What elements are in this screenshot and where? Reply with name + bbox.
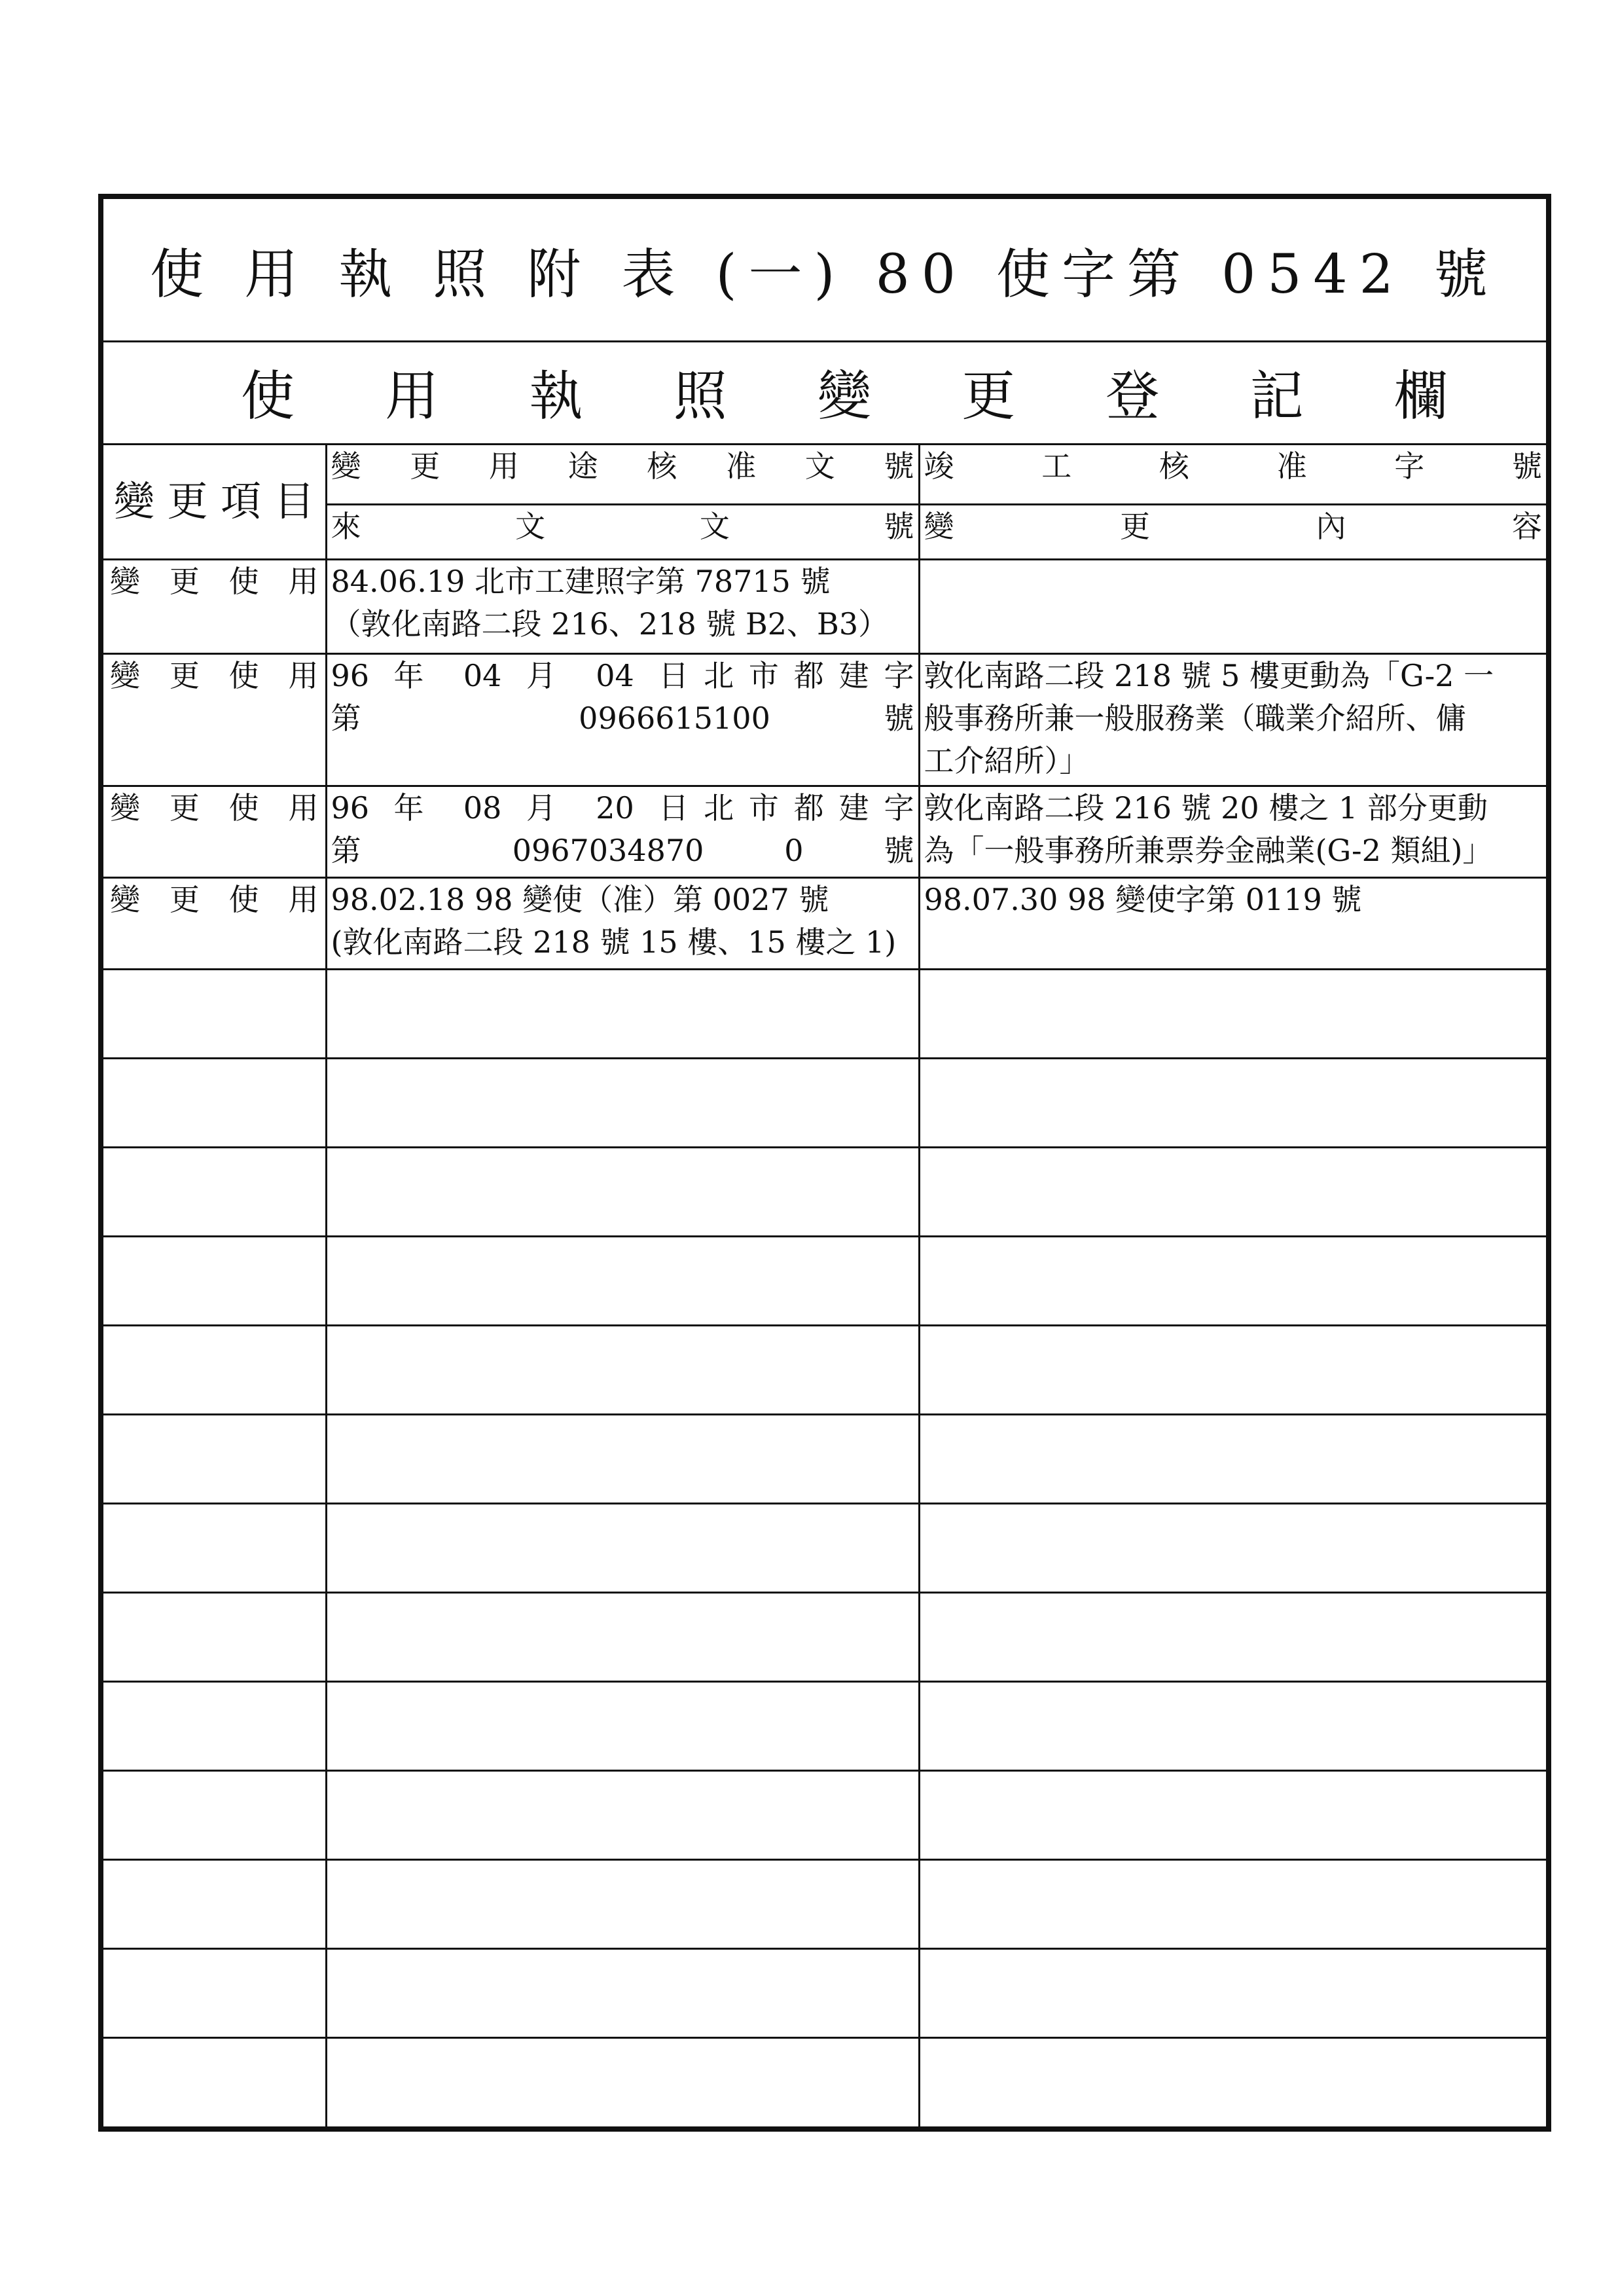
cell-line: 為「一般事務所兼票券金融業(G-2 類組)」 [924,832,1493,868]
empty-cell [326,1414,919,1503]
row-approval-cell [326,559,919,653]
section-heading-char: 照 [673,365,727,428]
cell-line: 96 年 08 月 20 日北市都建字 [331,790,914,826]
cell-line: 96 年 04 月 04 日北市都建字 [331,657,914,693]
empty-table-row [103,969,1546,1058]
header-change-content: 變 更 內 容 [919,504,1546,559]
table-row [103,559,1546,653]
section-heading [103,340,1546,445]
header-completion-number: 竣 工 核 准 字 號 [919,445,1546,504]
empty-cell [326,1503,919,1592]
section-heading-char: 執 [529,365,583,428]
empty-cell [103,1770,326,1859]
section-heading-char: 變 [817,365,871,428]
empty-cell [919,1147,1546,1236]
cell-line: 84.06.19 北市工建照字第 78715 號 [331,563,831,599]
empty-cell [103,1147,326,1236]
empty-cell [326,1592,919,1681]
row-change-item: 變 更 使 用 [103,653,326,786]
section-heading-char: 使 [241,365,295,428]
header-incoming-number: 來 文 文 號 [326,504,919,559]
row-change-item: 變 更 使 用 [103,559,326,653]
empty-cell [103,1592,326,1681]
table-header-row [103,445,1546,504]
empty-cell [103,2037,326,2126]
row-approval-cell [326,877,919,969]
empty-cell [919,1770,1546,1859]
empty-cell [103,1859,326,1948]
cell-line: 般事務所兼一般服務業（職業介紹所、傭 [924,700,1466,736]
cell-line: 98.02.18 98 變使（准）第 0027 號 [331,881,829,917]
empty-cell [103,969,326,1058]
row-content-cell [919,559,1546,653]
section-heading-char: 登 [1106,365,1160,428]
empty-cell [326,2037,919,2126]
section-heading-char: 更 [962,365,1016,428]
header-change-item: 變更項目 [103,445,326,559]
empty-table-row [103,1592,1546,1681]
empty-table-row [103,1325,1546,1414]
cell-line: 98.07.30 98 變使字第 0119 號 [924,881,1362,917]
empty-cell [103,1503,326,1592]
table-row [103,786,1546,877]
empty-table-row [103,1147,1546,1236]
row-content-cell [919,786,1546,877]
empty-cell [326,1770,919,1859]
empty-cell [326,1236,919,1325]
empty-cell [919,1948,1546,2037]
empty-cell [326,1147,919,1236]
empty-cell [103,1325,326,1414]
empty-cell [103,1948,326,2037]
empty-cell [919,1503,1546,1592]
empty-cell [103,1058,326,1147]
section-heading-char: 記 [1249,365,1304,428]
cell-line: 第 0967034870 0 號 [331,832,914,868]
empty-cell [919,1414,1546,1503]
empty-cell [326,969,919,1058]
empty-cell [919,1592,1546,1681]
empty-table-row [103,1770,1546,1859]
section-heading-char: 用 [385,365,439,428]
row-approval-cell [326,653,919,786]
cell-line: 工介紹所）」 [924,743,1090,779]
empty-cell [919,1859,1546,1948]
cell-line: （敦化南路二段 216、218 號 B2、B3） [331,606,889,642]
row-content-cell [919,653,1546,786]
empty-cell [103,1414,326,1503]
row-change-item: 變 更 使 用 [103,786,326,877]
change-register-table [103,445,1546,2126]
empty-table-row [103,1058,1546,1147]
row-content-cell [919,877,1546,969]
empty-table-row [103,1681,1546,1770]
empty-cell [103,1236,326,1325]
empty-cell [103,1681,326,1770]
empty-cell [326,1859,919,1948]
section-heading-char: 欄 [1393,365,1448,428]
empty-table-row [103,1236,1546,1325]
table-row [103,653,1546,786]
empty-cell [326,1948,919,2037]
row-approval-cell [326,786,919,877]
cell-line: 第 0966615100 號 [331,700,914,736]
row-change-item: 變 更 使 用 [103,877,326,969]
header-approval-number: 變 更 用 途 核 准 文 號 [326,445,919,504]
empty-table-row [103,1414,1546,1503]
empty-cell [919,969,1546,1058]
cell-line: (敦化南路二段 218 號 15 樓、15 樓之 1) [331,924,897,960]
empty-cell [326,1681,919,1770]
empty-table-row [103,1503,1546,1592]
document-frame [98,194,1551,2132]
cell-line: 敦化南路二段 216 號 20 樓之 1 部分更動 [924,790,1488,826]
empty-table-row [103,1948,1546,2037]
cell-line: 敦化南路二段 218 號 5 樓更動為「G-2 一 [924,657,1494,693]
empty-table-row [103,1859,1546,1948]
empty-cell [919,1236,1546,1325]
empty-cell [326,1058,919,1147]
document-title: 使 用 執 照 附 表 (一) 80 使字第 0542 號 [103,199,1546,342]
empty-cell [919,1681,1546,1770]
table-row [103,877,1546,969]
empty-cell [919,1058,1546,1147]
empty-cell [919,2037,1546,2126]
empty-cell [326,1325,919,1414]
empty-cell [919,1325,1546,1414]
empty-table-row [103,2037,1546,2126]
